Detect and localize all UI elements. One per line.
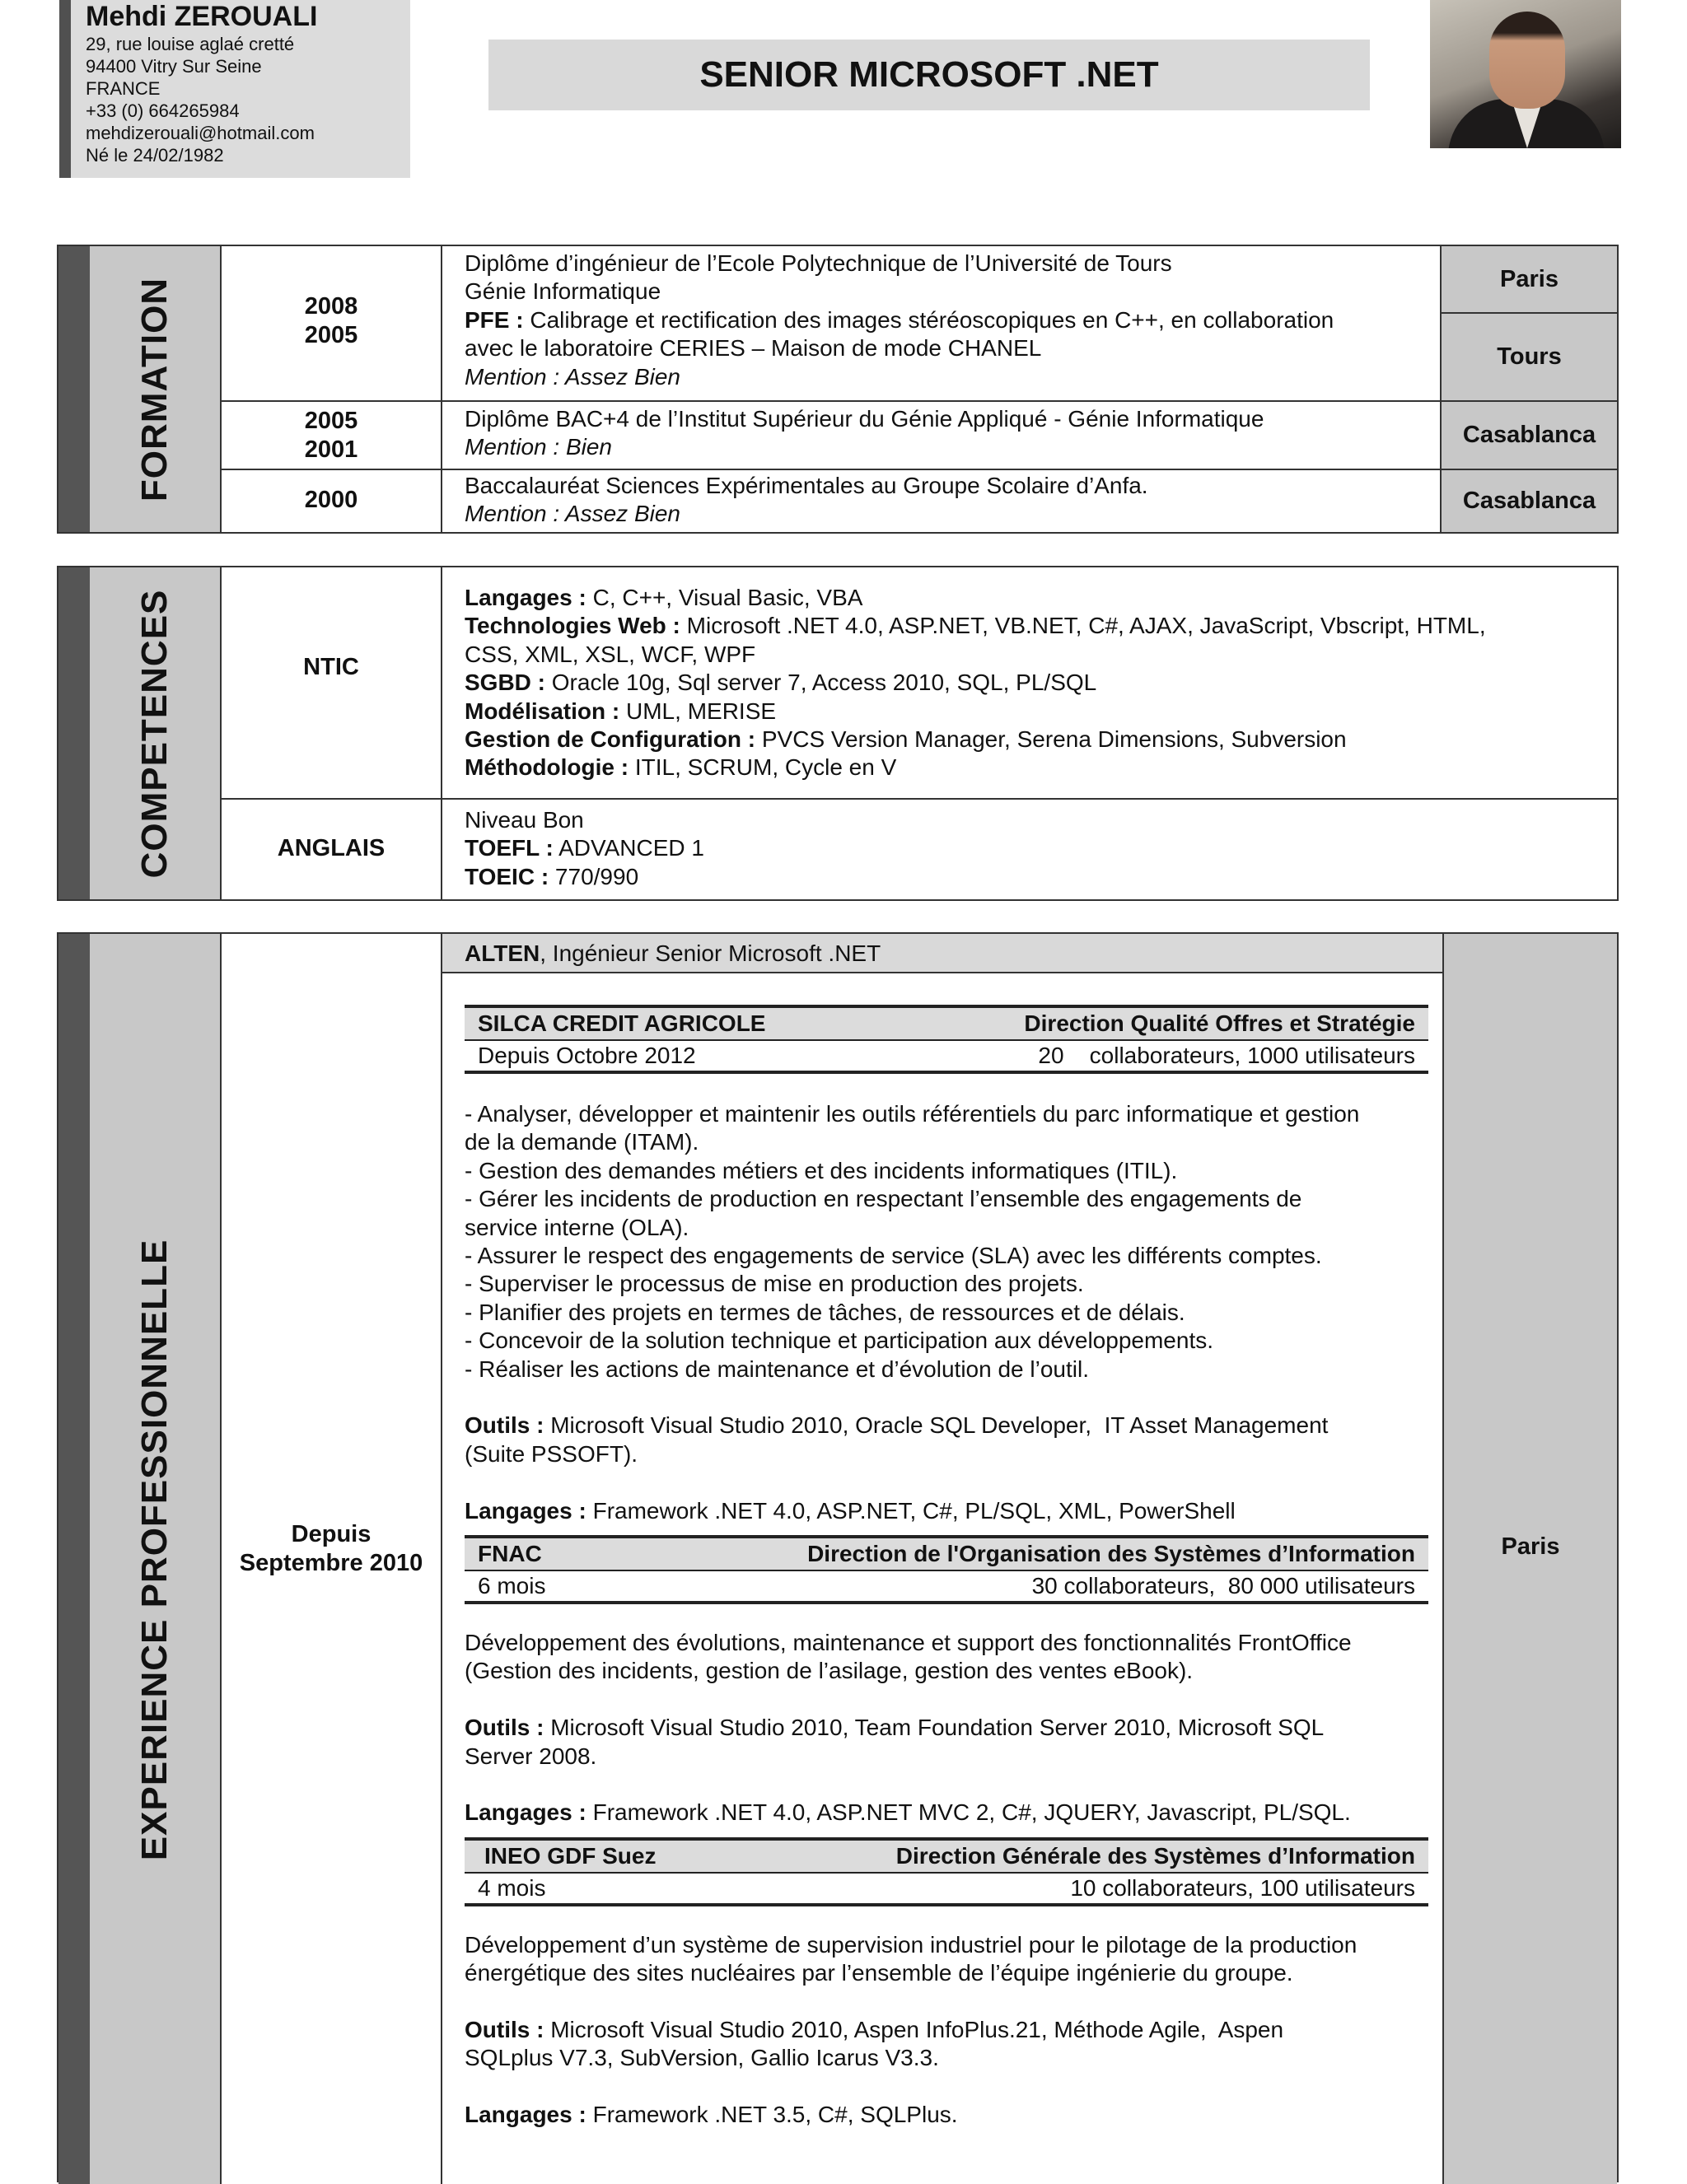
pfe-line <box>465 306 1440 334</box>
modelisation-value: UML, MERISE <box>619 698 777 724</box>
outils-label: Outils : <box>465 1412 544 1439</box>
outils-value-continued: (Suite PSSOFT). <box>465 1440 638 1467</box>
formation-entry <box>442 250 1440 391</box>
mission-meta-row <box>465 1872 1428 1903</box>
formation-section <box>57 245 1619 534</box>
langages-label: Langages : <box>465 2102 586 2128</box>
employer-role: , Ingénieur Senior Microsoft .NET <box>540 940 881 966</box>
mention: Mention : Bien <box>465 434 612 460</box>
toeic-label: TOEIC : <box>465 863 549 889</box>
mission-duration: 4 mois <box>478 1874 546 1901</box>
task-line: - Analyser, développer et maintenir les outils référentiels du parc informatique et gestion <box>465 1101 1360 1127</box>
pfe-text: Calibrage et rectification des images stéréoscopiques en C++, en collaboration <box>523 306 1334 333</box>
outils-value-continued: Server 2008. <box>465 1743 597 1769</box>
mission-description-continued: (Gestion des incidents, gestion de l’asilage, gestion des ventes eBook). <box>465 1658 1194 1684</box>
task-line: - Assurer le respect des engagements de service (SLA) avec les différents comptes. <box>465 1243 1322 1269</box>
diploma-title: Baccalauréat Sciences Expérimentales au Groupe Scolaire d’Anfa. <box>465 473 1148 498</box>
city: Casablanca <box>1462 422 1596 448</box>
sgbd-label: SGBD : <box>465 670 545 696</box>
address-country: FRANCE <box>86 78 161 99</box>
anglais-details <box>442 806 1612 891</box>
anglais-label: ANGLAIS <box>277 835 386 861</box>
task-line: - Gérer les incidents de production en respectant l’ensemble des engagements de <box>465 1186 1302 1212</box>
client-direction: Direction Qualité Offres et Stratégie <box>1024 1010 1415 1036</box>
mission-meta-row <box>465 1570 1428 1601</box>
sgbd-value: Oracle 10g, Sql server 7, Access 2010, SQL, PL/SQL <box>545 670 1097 696</box>
mission-team: 10 collaborateurs, 100 utilisateurs <box>1070 1874 1415 1901</box>
pfe-label: PFE : <box>465 306 524 333</box>
section-band <box>58 934 90 2184</box>
client-name: FNAC <box>478 1541 542 1567</box>
city: Tours <box>1497 343 1562 370</box>
web-value-continued: CSS, XML, XSL, WCF, WPF <box>465 641 756 667</box>
task-line: - Superviser le processus de mise en production des projets. <box>465 1271 1084 1297</box>
date-line-1: Depuis <box>291 1521 372 1547</box>
langages-value: Framework .NET 4.0, ASP.NET, C#, PL/SQL, XML, PowerShell <box>586 1497 1236 1524</box>
web-value: Microsoft .NET 4.0, ASP.NET, VB.NET, C#, AJAX, JavaScript, Vbscript, HTML, <box>680 613 1486 639</box>
mission-body <box>465 1629 1428 1827</box>
mission-header <box>465 1837 1428 1906</box>
experience-city: Paris <box>1501 1533 1560 1560</box>
outils-value: Microsoft Visual Studio 2010, Oracle SQL Developer, IT Asset Management <box>544 1412 1329 1439</box>
methodologie-label: Méthodologie : <box>465 754 629 781</box>
mission-duration: Depuis Octobre 2012 <box>478 1043 696 1068</box>
task-line: de la demande (ITAM). <box>465 1129 699 1155</box>
year-start: 2005 <box>304 322 358 348</box>
year: 2000 <box>304 487 358 513</box>
outils-value: Microsoft Visual Studio 2010, Aspen InfoPlus.21, Méthode Agile, Aspen <box>544 2017 1284 2043</box>
task-line: service interne (OLA). <box>465 1214 689 1240</box>
langages-label: Langages : <box>465 1497 586 1524</box>
task-line: - Planifier des projets en termes de tâches, de ressources et de délais. <box>465 1299 1185 1325</box>
address-line-2: 94400 Vitry Sur Seine <box>86 56 262 77</box>
city-cell <box>1442 402 1617 469</box>
mission-header <box>465 1535 1428 1604</box>
client-name: SILCA CREDIT AGRICOLE <box>478 1010 766 1036</box>
task-line: - Concevoir de la solution technique et participation aux développements. <box>465 1328 1214 1354</box>
employer-name: ALTEN <box>465 940 540 966</box>
langages-value: Framework .NET 3.5, C#, SQLPlus. <box>586 2102 958 2128</box>
cv-title: SENIOR MICROSOFT .NET <box>488 40 1370 110</box>
missions-column <box>465 1005 1428 2130</box>
year-start: 2001 <box>304 436 358 463</box>
divider <box>441 934 442 2184</box>
config-value: PVCS Version Manager, Serena Dimensions, Subversion <box>755 726 1347 753</box>
config-label: Gestion de Configuration : <box>465 726 756 753</box>
task-line: - Réaliser les actions de maintenance et d’évolution de l’outil. <box>465 1356 1089 1382</box>
mission-team: 30 collaborateurs, 80 000 utilisateurs <box>1031 1573 1415 1599</box>
diploma-title: Diplôme BAC+4 de l’Institut Supérieur du Génie Appliqué - Génie Informatique <box>465 406 1264 432</box>
photo-head <box>1489 12 1565 109</box>
formation-date <box>222 407 441 464</box>
mission-header-row <box>465 1841 1428 1872</box>
contact-block <box>59 0 410 178</box>
formation-label: FORMATION <box>134 277 175 502</box>
client-name: INEO GDF Suez <box>484 1842 657 1869</box>
client-direction: Direction de l'Organisation des Systèmes d’Information <box>807 1541 1415 1567</box>
city-cell <box>1442 314 1617 400</box>
competences-section <box>57 566 1619 901</box>
divider <box>220 400 1617 402</box>
divider <box>220 798 1617 800</box>
birth-date: Né le 24/02/1982 <box>86 145 224 166</box>
mission-description-continued: énergétique des sites nucléaires par l’ensemble de l’équipe ingénierie du groupe. <box>465 1960 1293 1986</box>
city-cell <box>1442 246 1617 312</box>
toeic-value: 770/990 <box>549 863 639 889</box>
year-end: 2008 <box>304 293 358 320</box>
langages-value: Framework .NET 4.0, ASP.NET MVC 2, C#, JQUERY, Javascript, PL/SQL. <box>586 1799 1351 1826</box>
mission-body <box>465 1100 1428 1525</box>
section-band <box>58 567 90 899</box>
methodologie-value: ITIL, SCRUM, Cycle en V <box>629 754 897 781</box>
experience-label: EXPERIENCE PROFESSIONNELLE <box>134 1239 175 1861</box>
divider <box>220 469 1617 470</box>
diploma-title: Diplôme d’ingénieur de l’Ecole Polytechnique de l’Université de Tours <box>465 250 1172 276</box>
ntic-label: NTIC <box>303 654 359 680</box>
mission-description: Développement des évolutions, maintenance et support des fonctionnalités FrontOffice <box>465 1630 1352 1656</box>
mission-body <box>465 1931 1428 2130</box>
mission-header-row <box>465 1008 1428 1039</box>
city-cell <box>1442 470 1617 532</box>
formation-date <box>222 292 441 350</box>
profile-photo <box>1430 0 1621 148</box>
formation-date <box>222 486 441 515</box>
langages-label: Langages : <box>465 585 586 610</box>
experience-city-cell <box>1442 934 1617 2184</box>
outils-label: Outils : <box>465 1715 544 1741</box>
experience-label-cell <box>90 934 220 2184</box>
mention: Mention : Assez Bien <box>465 501 680 527</box>
mission-meta-row <box>465 1039 1428 1071</box>
client-direction: Direction Générale des Systèmes d’Information <box>895 1842 1415 1869</box>
candidate-name: Mehdi ZEROUALI <box>86 1 318 32</box>
formation-entry <box>442 472 1440 529</box>
web-label: Technologies Web : <box>465 613 680 639</box>
modelisation-label: Modélisation : <box>465 698 620 724</box>
date-line-2: Septembre 2010 <box>239 1550 423 1576</box>
address-line-1: 29, rue louise aglaé cretté <box>86 34 295 54</box>
city: Casablanca <box>1462 488 1596 514</box>
outils-label: Outils : <box>465 2017 544 2043</box>
city: Paris <box>1500 266 1558 292</box>
mission-header <box>465 1005 1428 1074</box>
mention: Mention : Assez Bien <box>465 363 680 390</box>
formation-label-cell <box>90 246 220 532</box>
diploma-specialty: Génie Informatique <box>465 278 661 305</box>
ntic-details <box>442 584 1612 782</box>
competences-label: COMPETENCES <box>134 589 175 878</box>
section-band <box>58 246 90 532</box>
mission-header-row <box>465 1538 1428 1570</box>
mission-duration: 6 mois <box>478 1573 546 1599</box>
toefl-label: TOEFL : <box>465 835 554 861</box>
experience-section <box>57 932 1619 2182</box>
langages-value: C, C++, Visual Basic, VBA <box>586 585 863 610</box>
langages-label: Langages : <box>465 1799 586 1826</box>
email-address: mehdizerouali@hotmail.com <box>86 123 315 143</box>
toefl-value: ADVANCED 1 <box>553 835 704 861</box>
outils-value: Microsoft Visual Studio 2010, Team Foundation Server 2010, Microsoft SQL <box>544 1715 1325 1741</box>
pfe-text-continued: avec le laboratoire CERIES – Maison de mode CHANEL <box>465 335 1042 362</box>
competences-label-cell <box>90 567 220 899</box>
mission-description: Développement d’un système de supervision industriel pour le pilotage de la production <box>465 1931 1358 1958</box>
task-line: - Gestion des demandes métiers et des incidents informatiques (ITIL). <box>465 1157 1178 1183</box>
mission-team: 20 collaborateurs, 1000 utilisateurs <box>1038 1043 1415 1068</box>
experience-date <box>222 1520 441 1578</box>
anglais-level: Niveau Bon <box>465 807 584 833</box>
phone-number: +33 (0) 664265984 <box>86 100 240 121</box>
employer-header <box>442 934 1442 973</box>
outils-value-continued: SQLplus V7.3, SubVersion, Gallio Icarus V3.3. <box>465 2045 939 2071</box>
year-end: 2005 <box>304 408 358 434</box>
formation-entry <box>442 405 1440 462</box>
